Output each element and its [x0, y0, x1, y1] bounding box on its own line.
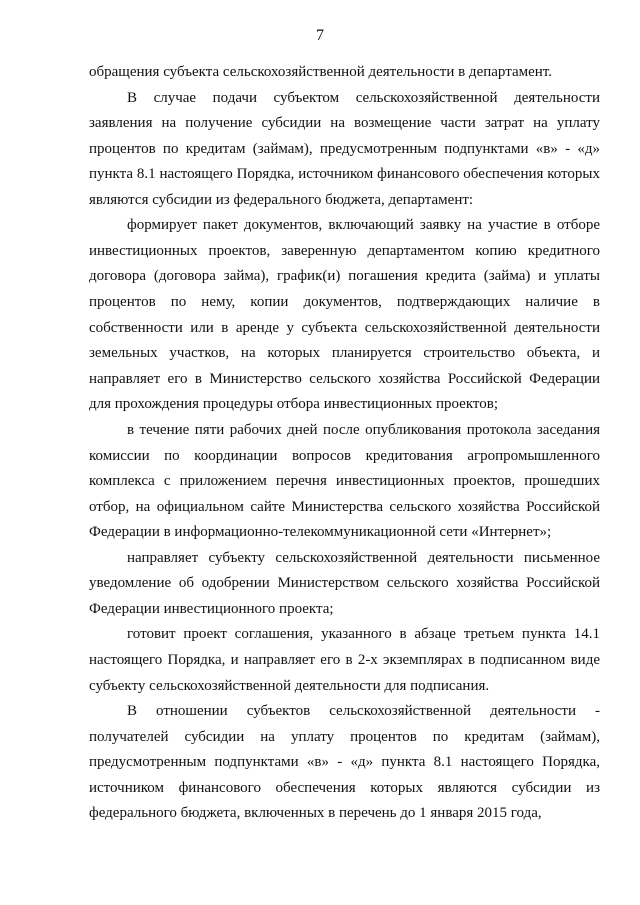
page-number: 7 — [316, 27, 324, 44]
paragraph-five-working-days: в течение пяти рабочих дней после опубликования протокола заседания комиссии по координации вопросов кредитования агропромышленного комплекса с приложением перечня инвестиционных проектов, прошедших отбор, на официальном сайте Министерства сельского хозяйства Российской Федерации в информационно-телекоммуникационной сети «Интернет»; — [89, 422, 600, 541]
paragraph-federal-subsidy-case: В случае подачи субъектом сельскохозяйственной деятельности заявления на получение субсидии на возмещение части затрат на уплату процентов по кредитам (займам), предусмотренным подпунктами «в» - «д» пункта 8.1 настоящего Порядка, источником финансового обеспечения которых являются субсидии из федерального бюджета, департамент: — [89, 89, 600, 208]
paragraph-prepares-agreement: готовит проект соглашения, указанного в абзаце третьем пункта 14.1 настоящего Порядка, и направляет его в 2-х экземплярах в подписанном виде субъекту сельскохозяйственной деятельности для подписания. — [89, 626, 600, 694]
paragraph-continuation: обращения субъекта сельскохозяйственной деятельности в департамент. — [89, 64, 552, 80]
paragraph-forms-document-package: формирует пакет документов, включающий заявку на участие в отборе инвестиционных проектов, заверенную департаментом копию кредитного договора (договора займа), график(и) погашения кредита (займа) и уплаты процентов по нему, копии документов, подтверждающих наличие в собственности или в аренде у субъекта сельскохозяйственной деятельности земельных участков, на которых планируется строительство объекта, и направляет его в Министерство сельского хозяйства Российской Федерации для прохождения процедуры отбора инвестиционных проектов; — [89, 217, 600, 413]
document-body — [89, 60, 600, 827]
paragraph-sends-notification: направляет субъекту сельскохозяйственной деятельности письменное уведомление об одобрении Министерством сельского хозяйства Российской Федерации инвестиционного проекта; — [89, 549, 600, 617]
paragraph-recipients-before-2015: В отношении субъектов сельскохозяйственной деятельности - получателей субсидии на уплату процентов по кредитам (займам), предусмотренным подпунктами «в» - «д» пункта 8.1 настоящего Порядка, источником финансового обеспечения которых являются субсидии из федерального бюджета, включенных в перечень до 1 января 2015 года, — [89, 703, 600, 822]
